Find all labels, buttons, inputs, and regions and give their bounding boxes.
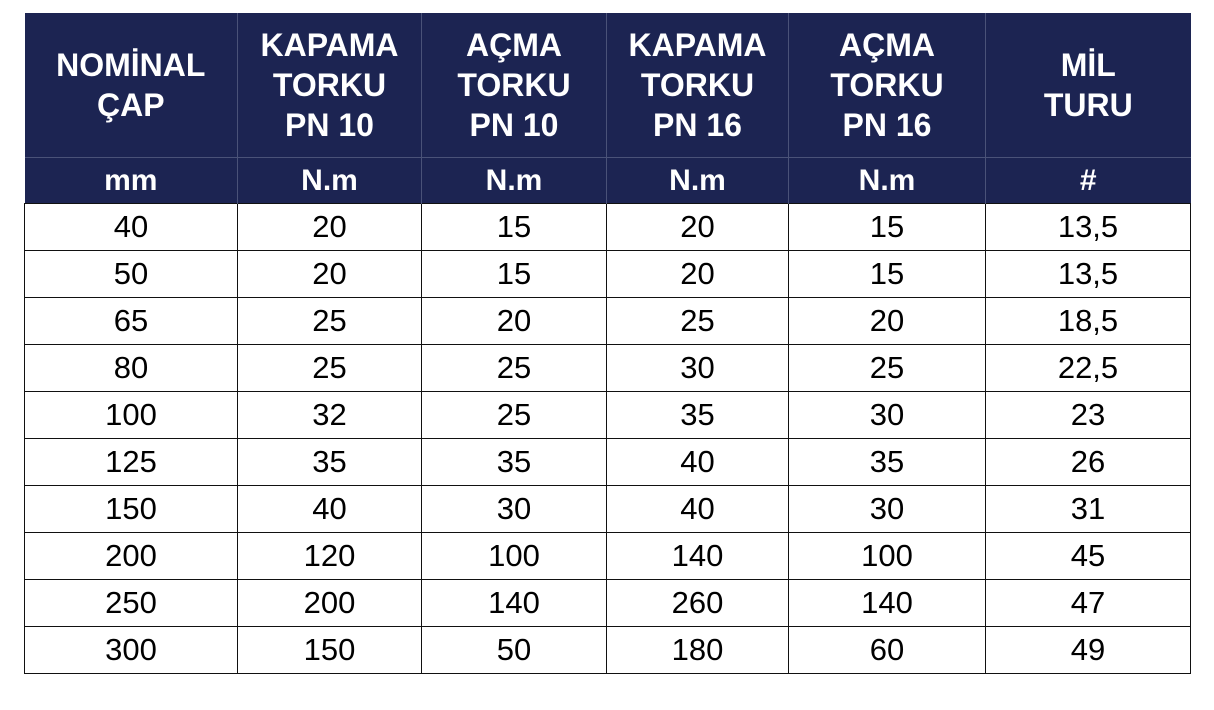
table-cell: 125	[25, 439, 238, 486]
table-cell: 20	[789, 298, 986, 345]
header-mil-turu: MİL TURU	[986, 13, 1191, 158]
table-row	[25, 251, 1191, 298]
table-row	[25, 439, 1191, 486]
table-cell: 140	[422, 580, 607, 627]
unit-cell: #	[986, 158, 1191, 204]
table-cell: 260	[607, 580, 789, 627]
table-cell: 13,5	[986, 204, 1191, 251]
table-cell: 25	[238, 345, 422, 392]
unit-cell: N.m	[422, 158, 607, 204]
table-cell: 35	[422, 439, 607, 486]
table-row	[25, 345, 1191, 392]
table-cell: 15	[422, 251, 607, 298]
table-row	[25, 533, 1191, 580]
torque-table	[24, 13, 1191, 674]
table-cell: 100	[25, 392, 238, 439]
table-cell: 23	[986, 392, 1191, 439]
table-cell: 80	[25, 345, 238, 392]
table-cell: 150	[238, 627, 422, 674]
header-acma-pn10: AÇMA TORKU PN 10	[422, 13, 607, 158]
unit-cell: mm	[25, 158, 238, 204]
table-cell: 15	[422, 204, 607, 251]
table-cell: 32	[238, 392, 422, 439]
table-cell: 47	[986, 580, 1191, 627]
table-cell: 50	[422, 627, 607, 674]
table-cell: 20	[607, 251, 789, 298]
table-cell: 20	[607, 204, 789, 251]
table-cell: 35	[238, 439, 422, 486]
table-cell: 40	[607, 486, 789, 533]
table-cell: 250	[25, 580, 238, 627]
table-cell: 30	[607, 345, 789, 392]
table-cell: 140	[789, 580, 986, 627]
table-row	[25, 580, 1191, 627]
table-cell: 180	[607, 627, 789, 674]
table-cell: 200	[25, 533, 238, 580]
table-cell: 30	[789, 486, 986, 533]
table-row	[25, 392, 1191, 439]
unit-row	[25, 158, 1191, 204]
table-row	[25, 627, 1191, 674]
table-cell: 30	[422, 486, 607, 533]
table-cell: 25	[238, 298, 422, 345]
table-cell: 13,5	[986, 251, 1191, 298]
table-cell: 200	[238, 580, 422, 627]
torque-table-container	[24, 13, 1190, 674]
table-cell: 100	[422, 533, 607, 580]
table-cell: 25	[422, 345, 607, 392]
table-cell: 26	[986, 439, 1191, 486]
table-header	[25, 13, 1191, 204]
header-kapama-pn16: KAPAMA TORKU PN 16	[607, 13, 789, 158]
header-acma-pn16: AÇMA TORKU PN 16	[789, 13, 986, 158]
table-row	[25, 298, 1191, 345]
table-cell: 150	[25, 486, 238, 533]
unit-cell: N.m	[789, 158, 986, 204]
table-cell: 30	[789, 392, 986, 439]
table-cell: 45	[986, 533, 1191, 580]
table-cell: 140	[607, 533, 789, 580]
table-cell: 15	[789, 204, 986, 251]
header-row	[25, 13, 1191, 158]
table-row	[25, 486, 1191, 533]
table-cell: 35	[789, 439, 986, 486]
table-cell: 31	[986, 486, 1191, 533]
table-body	[25, 204, 1191, 674]
unit-cell: N.m	[238, 158, 422, 204]
table-cell: 120	[238, 533, 422, 580]
table-cell: 20	[238, 251, 422, 298]
header-nominal-cap: NOMİNAL ÇAP	[25, 13, 238, 158]
table-cell: 20	[422, 298, 607, 345]
table-row	[25, 204, 1191, 251]
table-cell: 60	[789, 627, 986, 674]
table-cell: 25	[607, 298, 789, 345]
table-cell: 65	[25, 298, 238, 345]
table-cell: 300	[25, 627, 238, 674]
table-cell: 100	[789, 533, 986, 580]
table-cell: 22,5	[986, 345, 1191, 392]
table-cell: 25	[422, 392, 607, 439]
table-cell: 40	[25, 204, 238, 251]
table-cell: 40	[238, 486, 422, 533]
table-cell: 35	[607, 392, 789, 439]
header-kapama-pn10: KAPAMA TORKU PN 10	[238, 13, 422, 158]
table-cell: 20	[238, 204, 422, 251]
table-cell: 40	[607, 439, 789, 486]
table-cell: 49	[986, 627, 1191, 674]
table-cell: 18,5	[986, 298, 1191, 345]
table-cell: 50	[25, 251, 238, 298]
table-cell: 25	[789, 345, 986, 392]
unit-cell: N.m	[607, 158, 789, 204]
table-cell: 15	[789, 251, 986, 298]
